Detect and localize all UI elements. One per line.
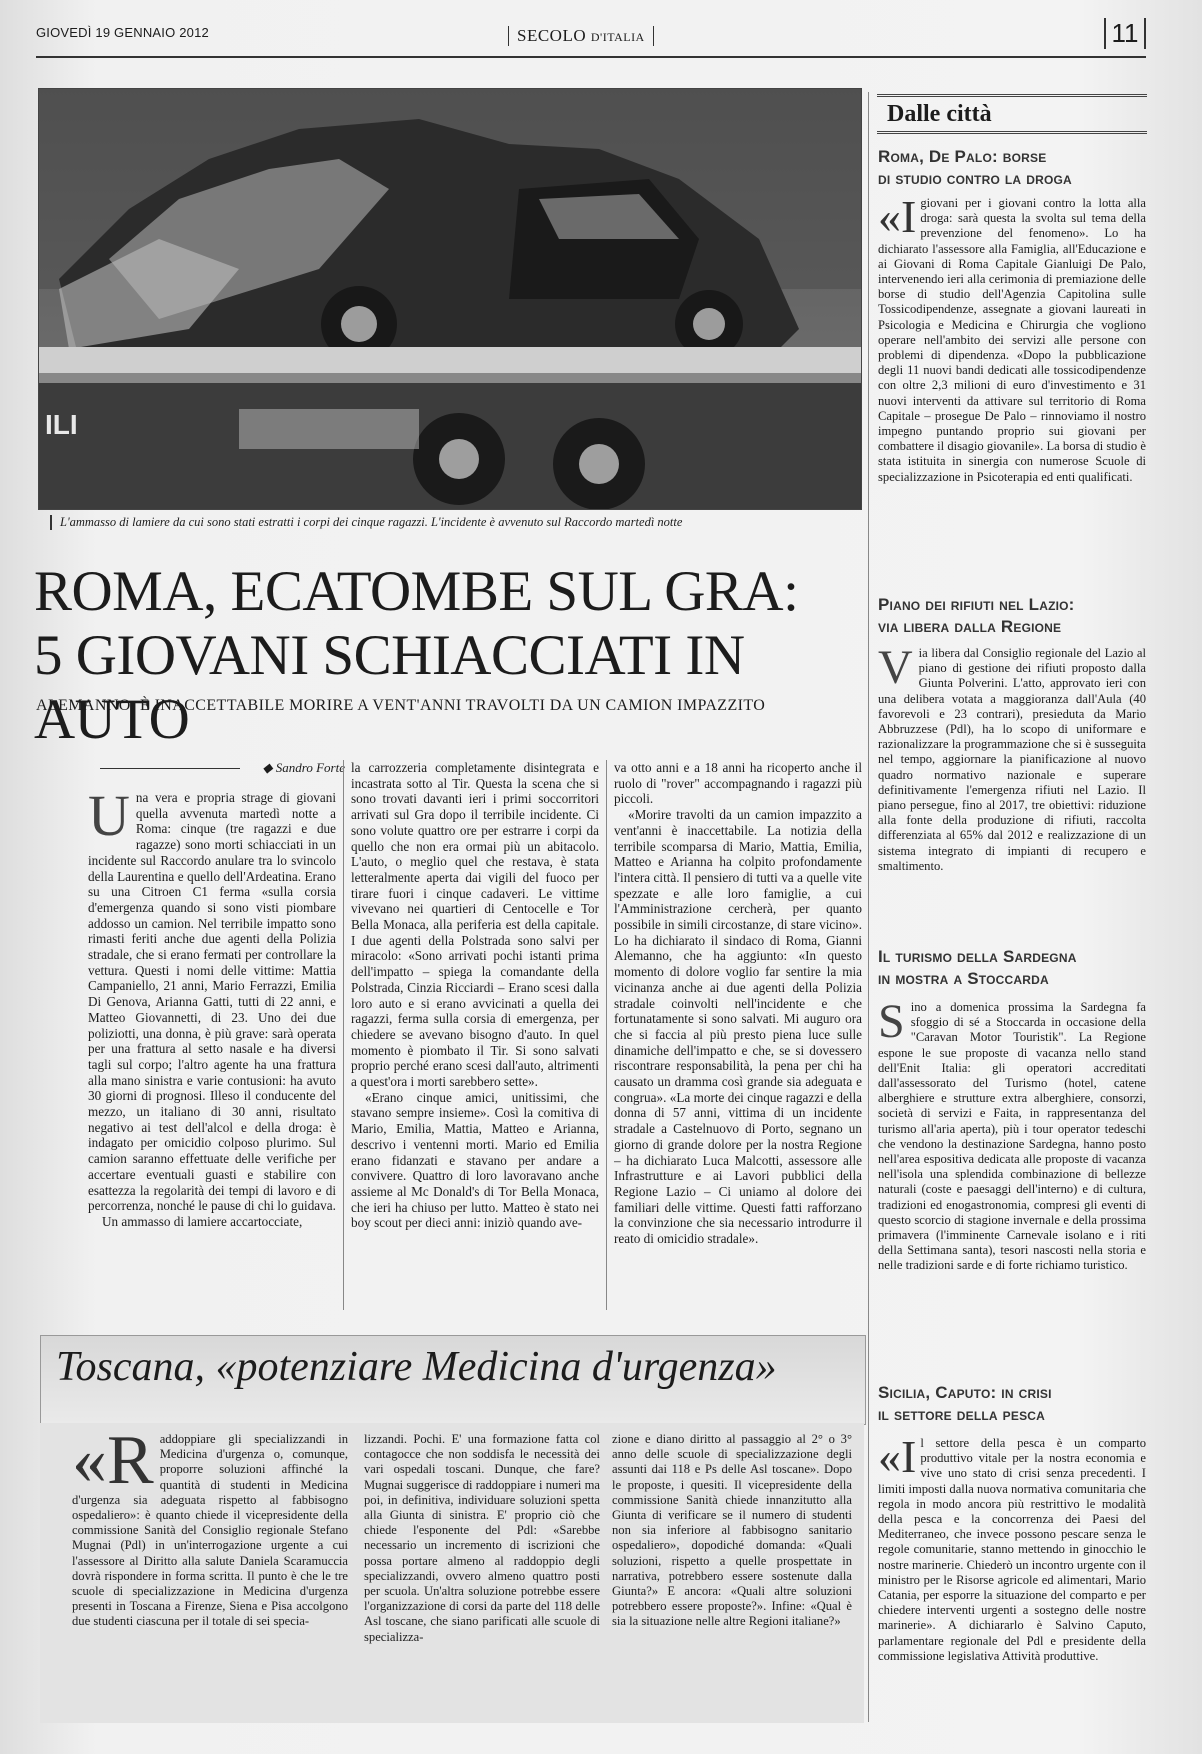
sidebar-item-title-line: il settore della pesca [878, 1405, 1046, 1424]
sidebar-section-title: Dalle città [887, 101, 992, 127]
sidebar-divider [868, 92, 869, 1722]
toscana-column-2 [364, 1432, 600, 1722]
sidebar-item-title-line: Il turismo della Sardegna [878, 947, 1077, 966]
masthead-main: SECOLO [517, 26, 587, 45]
page-number: 11 [1104, 18, 1146, 49]
article-col1-end: Un ammasso di lamiere accartocciate, [102, 1213, 303, 1229]
crash-photo-image [39, 89, 861, 509]
column-divider [606, 760, 607, 1310]
article-column-3 [614, 760, 862, 1310]
sidebar-header [877, 94, 1147, 134]
article-col2-text: la carrozzeria completamente disintegrata e incastrata sotto al Tir. Questa la scena che si sono trovati davanti ieri i primi soccorritori arrivati sul Gra dopo il terribile incidente. Ci sono volute quattro ore per estrarre i corpi da quello che non era ormai più un abitacolo. L'auto, o meglio quel che restava, è stata letteralmente aperta dai vigili del fuoco per tirare fuori i cinque cadaveri. Le vittime vivevano nei quartieri di Centocelle e Tor Bella Monaca, alla periferia est della capitale. I due agenti della Polstrada sono salvi per miracolo: «Sono arrivati pochi istanti prima dell'impatto – spiega la comandante della Polstrada, Cinzia Ricciardi – Erano scesi dalla loro auto e si erano avvicinati a quella dei ragazzi, ferma sulla corsia di emergenza, per chiedere se avevano bisogno d'auto. In quel momento è piombato il Tir. Si sono salvati proprio perché erano scesi dall'auto, altrimenti a quest'ora i morti sarebbero sette». [351, 760, 599, 1090]
toscana-col1-text: addoppiare gli specializzandi in Medicina d'urgenza o, comunque, proporre soluzioni affinché la quantità di studenti in Medicina d'urgenza sia adeguata rispetto al fabbisogno ospedaliero»: è quanto chiede il vicepresidente della commissione Sanità del Consiglio regionale Stefano Mugnai (Pdl) in un'interrogazione urgente a cui l'assessore al Diritto alla salute Daniela Scaramuccia dovrà rispondere in forma scritta. Il punto è che le tre scuole di specializzazione in Medicina d'urgenza presenti in Toscana a Firenze, Siena e Pisa accolgono due studenti ciascuna per il totale di sei specia- [72, 1432, 348, 1629]
article-col1-text: na vera e propria strage di giovani quella avvenuta martedì notte a Roma: cinque (tre ragazzi e due ragazze) sono morti schiacciati in un incidente sul Raccordo anulare tra lo svincolo della Laurentina e quello dell'Ardeatina. Erano su una Citroen C1 ferma «sulla corsia d'emergenza quando si sono visti piombare addosso un camion. Nel terribile impatto sono rimasti feriti anche due agenti della Polizia stradale, che si erano fermati per controllare la vettura. Questi i nomi delle vittime: Mattia Campaniello, 21 anni, Mario Ferrazzi, Emilia Di Genova, Arianna Gatti, tutti di 22 anni, e Matteo Giovannetti, di 23. Uno dei due poliziotti, una donna, è più grave: sarà operata per una frattura al setto nasale e ha diversi tagli sul corpo; l'altro agente ha una frattura alla mano sinistra e varie contusioni: ha avuto 30 giorni di prognosi. Illeso il conducente del mezzo, un italiano di 30 anni, risultato negativo ai test dell'alcol e della droga: è indagato per omicidio colposo plurimo. Sul camion saranno effettuate delle verifiche per accertare eventuali guasti e stabilire con esattezza la regolarità dei tempi di lavoro e di percorrenza, nonché le pause di chi lo guidava. [88, 790, 336, 1214]
toscana-col3-text: zione e diano diritto al passaggio al 2° o 3° anno delle scuole di specializzazione degli assunti dai 118 e Ps delle Asl toscane». Dopo le proposte, i quesiti. Il vicepresidente della commissione Sanità chiede innanzitutto alla Giunta di verificare se il numero di studenti non sia inferiore al fabbisogno sanitario ospedaliero», dopodiché domanda: «Quali soluzioni, rispetto a quelle prospettate in narrativa, potrebbero essere sostenute dalla Giunta?» E ancora: «Quali altre soluzioni potrebbero essere proposte?». Infine: «Qual è sia la situazione nelle altre Regioni italiane?» [612, 1432, 852, 1629]
toscana-title: Toscana, «potenziare Medicina d'urgenza» [56, 1344, 777, 1390]
sidebar-item-title [878, 146, 1148, 190]
byline: ◆ Sandro Forte [100, 760, 345, 776]
toscana-dropcap: «R [72, 1432, 154, 1499]
article-dropcap: U [88, 790, 130, 848]
subheadline: ALEMANNO: È INACCETTABILE MORIRE A VENT'ANNI TRAVOLTI DA UN CAMION IMPAZZITO [36, 697, 766, 714]
sidebar-item-title-line: in mostra a Stoccarda [878, 969, 1049, 988]
sidebar-item-text [878, 1000, 1146, 1366]
sidebar-item-dropcap: V [878, 646, 913, 694]
masthead-suffix: D'ITALIA [590, 30, 645, 44]
sidebar-item-text [878, 196, 1146, 576]
sidebar-item-title-line: Sicilia, Caputo: in crisi [878, 1383, 1052, 1402]
sidebar-item-title-line: Piano dei rifiuti nel Lazio: [878, 595, 1075, 614]
article-col3-text: va otto anni e a 18 anni ha ricoperto anche il ruolo di "rover" accompagnando i ragazzi più piccoli. [614, 760, 862, 807]
crash-photo [38, 88, 862, 510]
article-col2-text-b: «Erano cinque amici, unitissimi, che stavano sempre insieme». Così la comitiva di Mario, Emilia, Mattia, Matteo e Arianna, descrivo i ventenni morti. Mario ed Emilia erano fidanzati e stavano per andare a convivere. Quattro di loro lavoravano anche assieme al Mc Donald's di Tor Bella Monaca, che ieri ha chiuso per lutto. Matteo è stato nei boy scout per dieci anni: iniziò quando ave- [351, 1089, 599, 1231]
column-divider [343, 760, 344, 1310]
sidebar-item-title [878, 1382, 1148, 1426]
sidebar-item-title [878, 946, 1148, 990]
photo-caption: L'ammasso di lamiere da cui sono stati estratti i corpi dei cinque ragazzi. L'incidente è avvenuto sul Raccordo martedì notte [50, 515, 870, 530]
article-column-2 [351, 760, 599, 1310]
sidebar-item-text [878, 646, 1146, 928]
sidebar-item-body: ino a domenica prossima la Sardegna fa sfoggio di sé a Stoccarda in occasione della "Caravan Motor Touristik". La Regione espone le sue proposte di vacanza nello stand dell'Enit Italia: gli operatori accreditati dall'assessorato del Turismo (hotel, catene alberghiere e strutture extra alberghiere, consorzi, società di servizi e Faita, in rappresentanza del turismo all'aria aperta), più i tour operator tedeschi che vendono la destinazione Sardegna, hanno posto nell'area espositiva dedicata alle proposte di vacanza nell'isola una splendida combinazione di bellezze naturali (coste e paesaggi dell'interno) e di cultura, tradizioni ed enogastronomia, compresi gli eventi di questo scorcio di stagione invernale e della prossima primavera (l'imminente Carnevale isolano e i riti della Settimana santa), tesori nascosti nella storia e nelle tradizioni sarde e di forte richiamo turistico. [878, 1000, 1146, 1273]
sidebar-item-body: ia libera dal Consiglio regionale del Lazio al piano di gestione dei rifiuti proposto dalla Giunta Polverini. L'atto, approvato ieri con una delibera votata a maggioranza dall'Aula (40 favorevoli e 23 contrari), presieduta da Mario Abbruzzese (Pdl), ha lo scopo di uniformare e razionalizzare la programmazione che si è susseguita nel tempo, aggiornare la pianificazione al nuovo quadro normativo nazionale e superare definitivamente l'emergenza rifiuti nel Lazio. Il piano persegue, fino al 2017, tre obiettivi: riduzione alla fonte della produzione di rifiuti, raccolta differenziata al 65% dal 2012 e realizzazione di un sistema integrato di impianti di recupero e smaltimento. [878, 646, 1146, 873]
article-col3-text-b: «Morire travolti da un camion impazzito a vent'anni è inaccettabile. La notizia della terribile scomparsa di Mario, Mattia, Emilia, Matteo e Arianna ha colpito profondamente l'intera città. Il pensiero di tutti va a quelle vite spezzate e alle loro famiglie, a cui l'Amministrazione cercherà, per quanto possibile in simili circostanze, di stare vicino». Lo ha dichiarato il sindaco di Roma, Gianni Alemanno, che ha aggiunto: «In questo momento di dolore voglio far sentire la mia vicinanza anche ai due agenti della Polizia stradale coinvolti nell'incidente e che fortunatamente si sono salvati. Mi auguro ora che si faccia al più presto piena luce sulle dinamiche dell'impatto e che, se si dovessero riscontrare responsabilità, la pena per chi ha causato un dramma così grande sia adeguata e congrua». «La morte dei cinque ragazzi e della donna di 57 anni, vittima di un incidente stradale a Castelnuovo di Porto, segnano un giorno di grande dolore per la nostra Regione – ha dichiarato Luca Malcotti, assessore alle Infrastrutture e ai Lavori pubblici della Regione Lazio – Ci uniamo al dolore dei familiari delle vittime. Questi fatti rafforzano la convinzione che sia necessario introdurre il reato di omicidio stradale». [614, 807, 862, 1247]
page-header [36, 18, 1146, 58]
main-headline [34, 560, 864, 752]
article-column-1 [88, 790, 336, 1310]
headline-line-1: ROMA, ECATOMBE SUL GRA: [34, 560, 799, 623]
headline-line-2: 5 GIOVANI SCHIACCIATI IN AUTO [34, 624, 745, 751]
toscana-col2-text: lizzandi. Pochi. E' una formazione fatta col contagocce che non soddisfa le necessità dei vari ospedali toscani. Dunque, che fare? Mugnai suggerisce di raddoppiare i numeri ma poi, in definitiva, individuare soluzioni spetta alla Giunta di sinistra. E' proprio ciò che chiede l'esponente del Pdl: «Sarebbe necessario un incremento di iscrizioni che possa portare almeno al raddoppio degli specializzandi, ovvero almeno quattro posti per scuola. Un'altra soluzione potrebbe essere l'organizzazione di corsi da parte del 118 delle Asl toscane, che siano parificati alle scuole di specializza- [364, 1432, 600, 1644]
masthead [508, 26, 654, 46]
issue-date: GIOVEDÌ 19 GENNAIO 2012 [36, 25, 209, 40]
toscana-column-1 [72, 1432, 348, 1722]
truck-lettering: ILI [45, 409, 78, 440]
sidebar-item-text [878, 1436, 1146, 1726]
sidebar-item-dropcap: S [878, 1000, 905, 1048]
sidebar-item-dropcap: «I [878, 196, 917, 242]
sidebar-item-title-line: via libera dalla Regione [878, 617, 1062, 636]
sidebar-item-dropcap: «I [878, 1436, 917, 1482]
sidebar-item-body: giovani per i giovani contro la lotta alla droga: sarà questa la svolta sul tema della prevenzione del fenomeno». Lo ha dichiarato l'assessore alla Famiglia, all'Educazione e ai Giovani di Roma Capitale Gianluigi De Palo, intervenendo ieri alla cerimonia di premiazione delle borse di studio dell'Agenzia Capitolina sulle Tossicodipendenze, assegnate a giovani laureati in Psicologia e Medicina e Chirurgia che vogliono operare nell'ambito dei servizi alle persone con problemi di dipendenza. «Dopo la pubblicazione degli 11 nuovi bandi dedicati alle tossicodipendenze con oltre 2,3 milioni di euro d'investimento e 31 nuovi interventi da attivare sul territorio di Roma Capitale – prosegue De Palo – rinnoviamo il nostro impegno puntando proprio sui giovani per combattere il disagio giovanile». La borsa di studio è stata istituita in sinergia con numerose Scuole di specializzazione in Psicoterapia ed enti qualificati. [878, 196, 1146, 484]
sidebar-item-title-line: di studio contro la droga [878, 169, 1072, 188]
sidebar-item-title-line: Roma, De Palo: borse [878, 147, 1047, 166]
byline-author: Sandro Forte [275, 760, 345, 775]
sidebar-item-body: l settore della pesca è un comparto produttivo vitale per la nostra economia e vive uno stato di crisi senza precedenti. I limiti imposti dalla nuova normativa comunitaria che regola in modo ancora più restrittivo le modalità della pesca e la concorrenza dei Paesi del Mediterraneo, che invece possono pescare senza le regole comunitarie, stanno mettendo in ginocchio le nostre marinerie. Chiederò un incontro urgente con il ministro per le Risorse agricole ed alimentari, Mario Catania, per esporre la situazione del comparto e per chiedere interventi urgenti a sostegno delle nostre marinerie». A dichiararlo è Salvino Caputo, parlamentare regionale del Pdl e presidente della commissione legislativa Attività produttive. [878, 1436, 1146, 1663]
toscana-column-3 [612, 1432, 852, 1722]
sidebar-item-title [878, 594, 1148, 638]
